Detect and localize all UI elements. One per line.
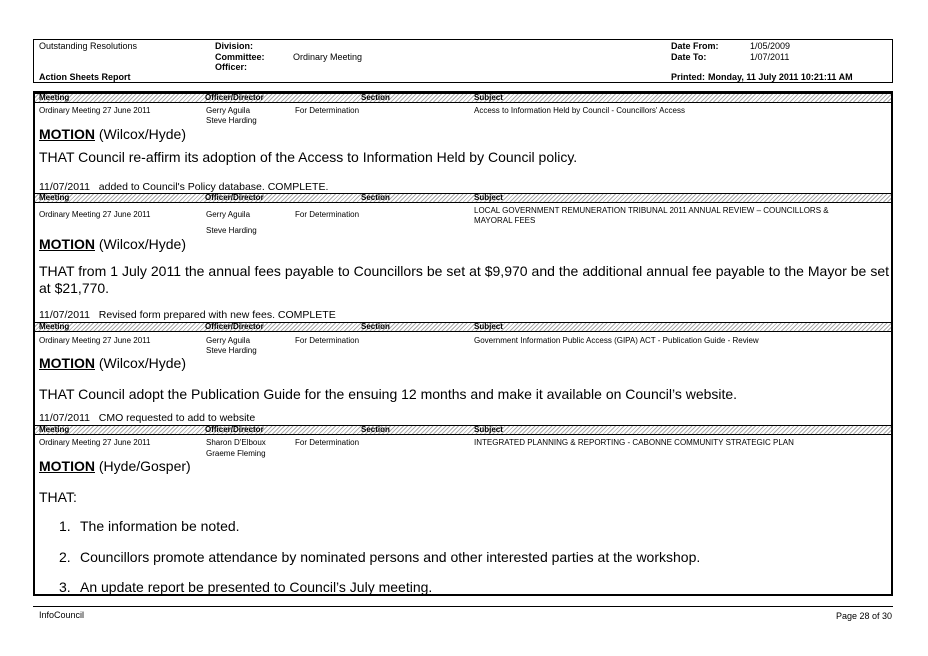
motion-heading xyxy=(39,236,186,252)
date-to-value: 1/07/2011 xyxy=(750,52,790,62)
date-from-value: 1/05/2009 xyxy=(750,41,791,51)
col-meeting: Meeting xyxy=(39,193,70,202)
col-subject: Subject xyxy=(474,322,503,331)
record-section: For Determination xyxy=(295,106,360,115)
footer-app-name: InfoCouncil xyxy=(39,610,85,620)
note-date: 11/07/2011 xyxy=(39,181,90,193)
officer-label: Officer: xyxy=(215,62,248,72)
resolution-text: THAT Council adopt the Publication Guide for the ensuing 12 months and make it available on Council’s website. xyxy=(39,386,738,402)
footer-divider xyxy=(33,606,893,607)
motion-heading xyxy=(39,355,186,371)
motion-label: MOTION xyxy=(39,236,95,252)
record-section: For Determination xyxy=(295,438,360,447)
record-section: For Determination xyxy=(295,336,360,345)
column-header-band xyxy=(35,193,891,203)
record-subject-cont: MAYORAL FEES xyxy=(474,216,536,225)
date-from-label: Date From: xyxy=(671,41,719,51)
column-header-band xyxy=(35,322,891,332)
resolution-text: THAT from 1 July 2011 the annual fees payable to Councillors be set at $9,970 and the additional annual fee payable to the Mayor be set at $21,770. xyxy=(39,263,889,296)
page-number: Page 28 of 30 xyxy=(836,611,893,621)
column-header-band xyxy=(35,425,891,435)
col-section: Section xyxy=(361,322,390,331)
col-officer: Officer/Director xyxy=(205,193,264,202)
list-item: An update report be presented to Council’s July meeting. xyxy=(80,579,433,595)
record-director: Steve Harding xyxy=(206,226,257,235)
motion-movers: (Wilcox/Hyde) xyxy=(95,126,187,142)
col-section: Section xyxy=(361,193,390,202)
motion-movers: (Wilcox/Hyde) xyxy=(95,355,187,371)
report-title: Action Sheets Report xyxy=(39,72,131,82)
resolution-text: THAT Council re-affirm its adoption of the Access to Information Held by Council policy. xyxy=(39,149,578,165)
date-to-label: Date To: xyxy=(671,52,707,62)
record-meeting: Ordinary Meeting 27 June 2011 xyxy=(39,106,151,115)
action-note xyxy=(39,309,336,321)
list-item-number: 1. xyxy=(59,518,71,534)
list-item: The information be noted. xyxy=(80,518,240,534)
record-meeting: Ordinary Meeting 27 June 2011 xyxy=(39,210,151,219)
col-subject: Subject xyxy=(474,193,503,202)
motion-heading xyxy=(39,126,186,142)
record-subject: Access to Information Held by Council - Councillors' Access xyxy=(474,106,685,115)
committee-value: Ordinary Meeting xyxy=(293,52,363,62)
col-subject: Subject xyxy=(474,425,503,434)
record-officer: Gerry Aguila xyxy=(206,210,251,219)
motion-movers: (Hyde/Gosper) xyxy=(95,458,191,474)
motion-label: MOTION xyxy=(39,458,95,474)
org-name: Outstanding Resolutions xyxy=(39,41,138,51)
note-text: added to Council's Policy database. COMPLETE. xyxy=(98,181,329,193)
record-director: Steve Harding xyxy=(206,346,257,355)
committee-label: Committee: xyxy=(215,52,265,62)
resolution-text: THAT: xyxy=(39,489,77,505)
note-text: Revised form prepared with new fees. COMPLETE xyxy=(98,309,336,321)
col-meeting: Meeting xyxy=(39,425,70,434)
col-section: Section xyxy=(361,93,390,102)
motion-movers: (Wilcox/Hyde) xyxy=(95,236,187,252)
col-section: Section xyxy=(361,425,390,434)
list-item-number: 2. xyxy=(59,549,71,565)
col-subject: Subject xyxy=(474,93,503,102)
list-item-number: 3. xyxy=(59,579,71,595)
action-note xyxy=(39,412,255,424)
note-date: 11/07/2011 xyxy=(39,309,90,321)
record-section: For Determination xyxy=(295,210,360,219)
action-note xyxy=(39,181,328,193)
col-officer: Officer/Director xyxy=(205,93,264,102)
record-officer: Gerry Aguila xyxy=(206,336,251,345)
record-subject: Government Information Public Access (GIPA) ACT - Publication Guide - Review xyxy=(474,336,759,345)
record-officer: Gerry Aguila xyxy=(206,106,251,115)
record-subject: LOCAL GOVERNMENT REMUNERATION TRIBUNAL 2011 ANNUAL REVIEW – COUNCILLORS & xyxy=(474,206,829,215)
record-officer: Sharon D'Elboux xyxy=(206,438,266,447)
motion-label: MOTION xyxy=(39,126,95,142)
note-text: CMO requested to add to website xyxy=(98,412,256,424)
motion-label: MOTION xyxy=(39,355,95,371)
printed-label: Printed: xyxy=(671,72,706,82)
note-date: 11/07/2011 xyxy=(39,412,90,424)
records-container xyxy=(33,91,893,596)
record-director: Graeme Fleming xyxy=(206,449,266,458)
division-label: Division: xyxy=(215,41,254,51)
record-meeting: Ordinary Meeting 27 June 2011 xyxy=(39,336,151,345)
list-item: Councillors promote attendance by nominated persons and other interested parties at the workshop. xyxy=(80,549,701,565)
record-director: Steve Harding xyxy=(206,116,257,125)
record-meeting: Ordinary Meeting 27 June 2011 xyxy=(39,438,151,447)
col-meeting: Meeting xyxy=(39,93,70,102)
column-header-band xyxy=(35,93,891,103)
col-officer: Officer/Director xyxy=(205,322,264,331)
motion-heading xyxy=(39,458,191,474)
col-meeting: Meeting xyxy=(39,322,70,331)
record-subject: INTEGRATED PLANNING & REPORTING - CABONNE COMMUNITY STRATEGIC PLAN xyxy=(474,438,794,447)
printed-value: Monday, 11 July 2011 10:21:11 AM xyxy=(708,72,853,82)
col-officer: Officer/Director xyxy=(205,425,264,434)
